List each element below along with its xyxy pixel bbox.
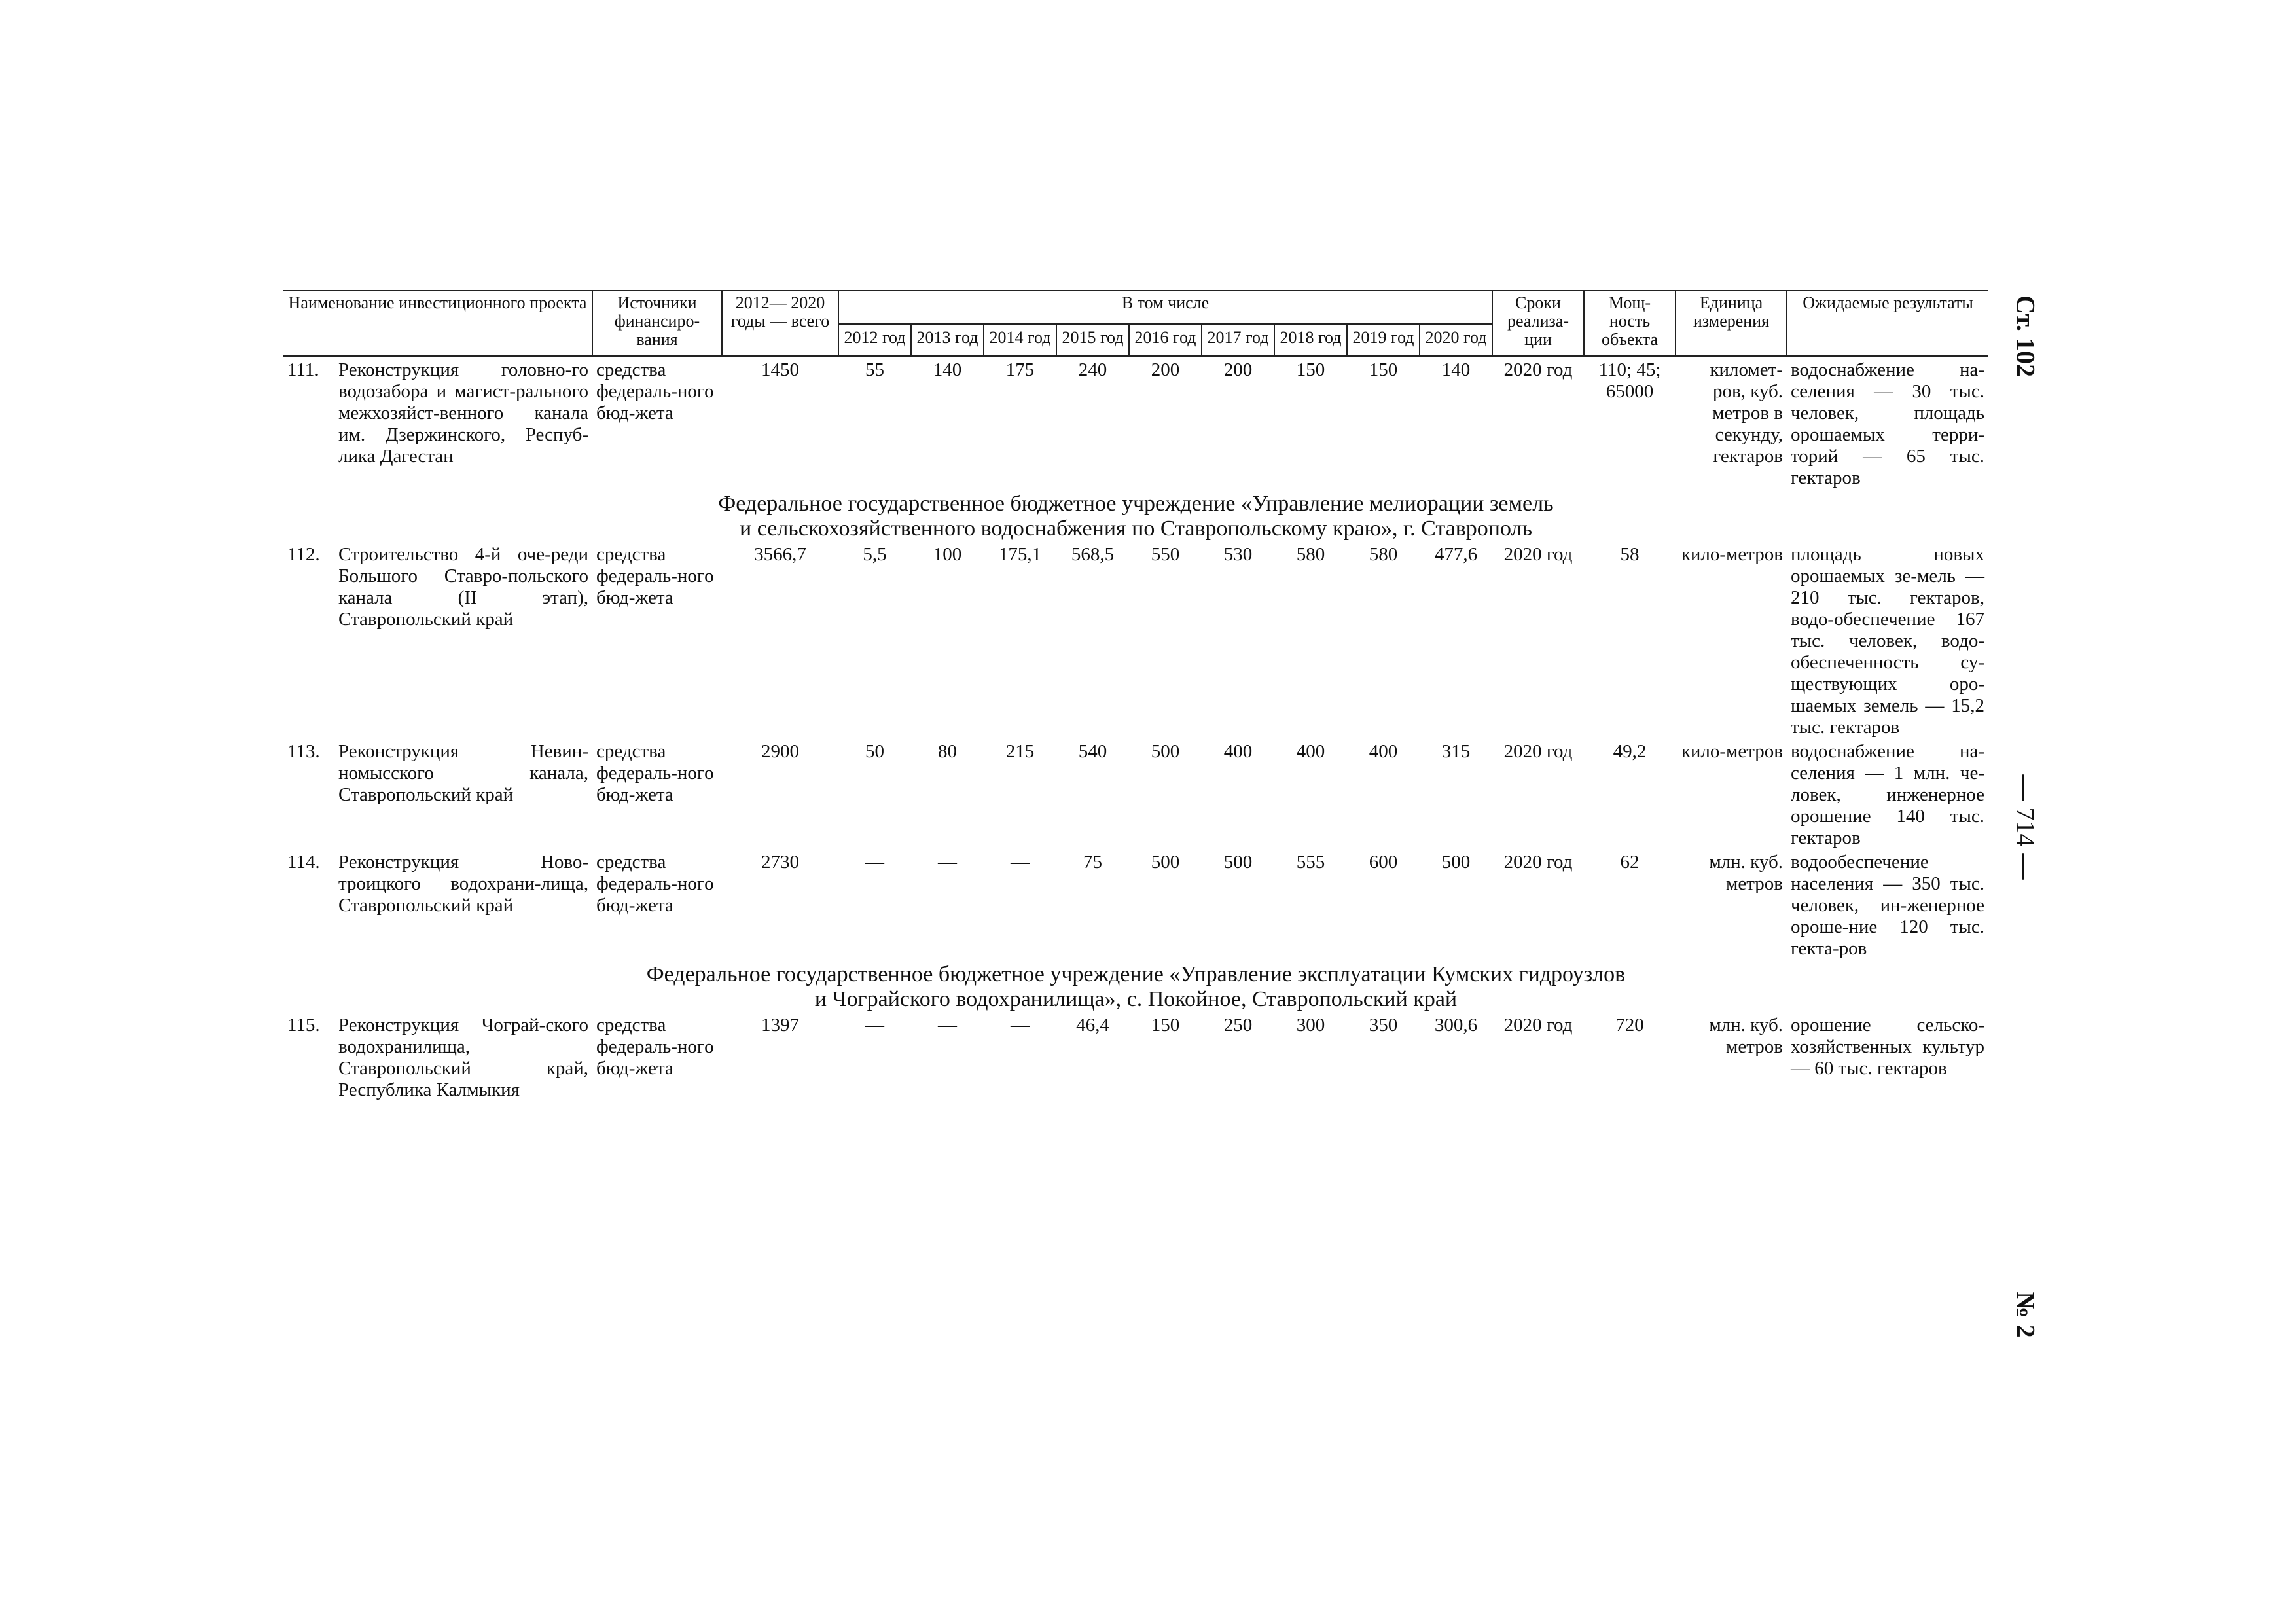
total-amount: 1450 (761, 359, 799, 380)
table-header (283, 291, 1988, 356)
section-title-line: Федеральное государственное бюджетное учреждение «Управление эксплуатации Кумских гидроузлов (646, 962, 1626, 986)
year-amount: 175,1 (998, 544, 1042, 565)
header-deadline: Сроки реализа-ции (1492, 291, 1584, 356)
year-amount: 140 (1441, 359, 1471, 380)
section-title-line: и Чограйского водохранилища», с. Покойное, Ставропольский край (814, 987, 1458, 1011)
year-amount: 5,5 (863, 544, 887, 565)
total-amount: 1397 (761, 1015, 799, 1036)
year-amount: 150 (1296, 359, 1325, 380)
header-sources: Источники финансиро-вания (592, 291, 722, 356)
funding-source: средства федераль-ного бюд-жета (596, 741, 714, 805)
expected-result: водоснабжение на-селения — 30 тыс. человек, площадь орошаемых терри-торий — 65 тыс. гектаров (1791, 359, 1984, 488)
unit: километ-ров, куб. метров в секунду, гектаров (1710, 359, 1783, 467)
year-amount: 240 (1078, 359, 1107, 380)
row-number: 111. (287, 359, 319, 380)
year-amount: 50 (865, 741, 884, 762)
year-amount: 150 (1151, 1015, 1180, 1036)
year-amount: 400 (1369, 741, 1398, 762)
expected-result: водообеспечение населения — 350 тыс. человек, ин-женерное ороше-ние 120 тыс. гекта-ров (1791, 852, 1984, 959)
expected-result: площадь новых орошаемых зе-мель — 210 тыс. гектаров, водо-обеспечение 167 тыс. человек, водо-обеспеченность су-ществующих оро-шаемых земель — 15,2 тыс. гектаров (1791, 544, 1984, 738)
project-name: Реконструкция Ново-троицкого водохрани-лища, Ставропольский край (338, 852, 588, 916)
row-number: 114. (287, 852, 320, 873)
year-amount: 550 (1151, 544, 1180, 565)
year-amount: 150 (1369, 359, 1398, 380)
year-amount: 175 (1005, 359, 1035, 380)
header-name: Наименование инвестиционного проекта (283, 291, 592, 356)
unit: млн. куб. метров (1709, 1015, 1783, 1057)
funding-source: средства федераль-ного бюд-жета (596, 852, 714, 916)
project-name: Реконструкция Невин-номысского канала, Ставропольский край (338, 741, 588, 805)
header-results: Ожидаемые результаты (1787, 291, 1988, 356)
year-amount: — (865, 1015, 884, 1036)
year-amount: 46,4 (1076, 1015, 1109, 1036)
page-number: — 714 — (2011, 774, 2041, 880)
year-amount: 75 (1083, 852, 1102, 873)
row-number: 115. (287, 1015, 320, 1036)
row-number: 112. (287, 544, 320, 565)
section-title-line: и сельскохозяйственного водоснабжения по Ставропольскому краю», г. Ставрополь (740, 516, 1532, 541)
header-year: 2013 год (911, 324, 984, 356)
table-row (283, 1012, 1988, 1101)
project-name-cell (283, 356, 592, 489)
deadline: 2020 год (1503, 852, 1573, 873)
year-amount: 568,5 (1071, 544, 1115, 565)
year-amount: 555 (1296, 852, 1325, 873)
project-name: Реконструкция Чограй-ского водохранилища, Ставропольский край, Республика Калмыкия (338, 1015, 588, 1100)
table-row (283, 541, 1988, 738)
project-name-cell (283, 738, 592, 849)
expected-result: орошение сельско-хозяйственных культур — 60 тыс. гектаров (1791, 1015, 1984, 1079)
year-amount: 530 (1223, 544, 1253, 565)
issue-number: № 2 (2011, 1291, 2041, 1338)
year-amount: 215 (1005, 741, 1035, 762)
year-amount: — (1011, 852, 1030, 873)
year-amount: 250 (1223, 1015, 1253, 1036)
project-name-cell (283, 541, 592, 738)
year-amount: 350 (1369, 1015, 1398, 1036)
header-year: 2020 год (1420, 324, 1492, 356)
year-amount: 140 (933, 359, 962, 380)
year-amount: 55 (865, 359, 884, 380)
year-amount: 540 (1078, 741, 1107, 762)
year-amount: — (938, 1015, 957, 1036)
capacity: 720 (1615, 1015, 1644, 1036)
capacity: 58 (1620, 544, 1640, 565)
table-row (283, 356, 1988, 489)
total-amount: 2900 (761, 741, 799, 762)
header-year: 2018 год (1274, 324, 1347, 356)
header-unit: Единица измерения (1676, 291, 1787, 356)
year-amount: — (938, 852, 957, 873)
header-capacity: Мощ-ность объекта (1584, 291, 1676, 356)
total-amount: 3566,7 (754, 544, 806, 565)
deadline: 2020 год (1503, 544, 1573, 565)
year-amount: 300,6 (1434, 1015, 1478, 1036)
table-row (283, 849, 1988, 960)
year-amount: 100 (933, 544, 962, 565)
total-amount: 2730 (761, 852, 799, 873)
year-amount: 500 (1223, 852, 1253, 873)
year-amount: 580 (1296, 544, 1325, 565)
header-year: 2015 год (1056, 324, 1129, 356)
unit: кило-метров (1681, 544, 1783, 565)
unit: кило-метров (1681, 741, 1783, 762)
header-total: 2012— 2020 годы — всего (722, 291, 838, 356)
year-amount: 80 (938, 741, 957, 762)
expected-result: водоснабжение на-селения — 1 млн. че-ловек, инженерное орошение 140 тыс. гектаров (1791, 741, 1984, 848)
deadline: 2020 год (1503, 1015, 1573, 1036)
year-amount: — (865, 852, 884, 873)
table-row (283, 738, 1988, 849)
unit: млн. куб. метров (1709, 852, 1783, 894)
year-amount: 600 (1369, 852, 1398, 873)
project-name-cell (283, 1012, 592, 1101)
year-amount: — (1011, 1015, 1030, 1036)
year-amount: 300 (1296, 1015, 1325, 1036)
header-year: 2017 год (1202, 324, 1274, 356)
capacity: 62 (1620, 852, 1640, 873)
header-year: 2012 год (838, 324, 911, 356)
year-amount: 200 (1223, 359, 1253, 380)
year-amount: 400 (1296, 741, 1325, 762)
deadline: 2020 год (1503, 359, 1573, 380)
year-amount: 500 (1151, 741, 1180, 762)
funding-source: средства федераль-ного бюд-жета (596, 359, 714, 424)
header-year: 2014 год (984, 324, 1056, 356)
year-amount: 477,6 (1434, 544, 1478, 565)
capacity: 110; 45; 65000 (1598, 359, 1661, 402)
project-name: Реконструкция головно-го водозабора и магист-рального межхозяйст-венного канала им. Дзержинского, Респуб-лика Дагестан (338, 359, 588, 467)
year-amount: 500 (1151, 852, 1180, 873)
year-amount: 580 (1369, 544, 1398, 565)
year-amount: 500 (1441, 852, 1471, 873)
header-year: 2019 год (1347, 324, 1420, 356)
investment-table-page (283, 290, 1988, 1101)
header-year: 2016 год (1129, 324, 1202, 356)
funding-source: средства федераль-ного бюд-жета (596, 1015, 714, 1079)
header-including: В том числе (838, 291, 1492, 324)
capacity: 49,2 (1613, 741, 1647, 762)
year-amount: 200 (1151, 359, 1180, 380)
funding-source: средства федераль-ного бюд-жета (596, 544, 714, 608)
year-amount: 315 (1441, 741, 1471, 762)
project-name-cell (283, 849, 592, 960)
investment-projects-table (283, 290, 1988, 1101)
sheet-label: Ст. 102 (2011, 295, 2041, 377)
deadline: 2020 год (1503, 741, 1573, 762)
section-heading (283, 960, 1988, 1012)
row-number: 113. (287, 741, 320, 762)
section-title-line: Федеральное государственное бюджетное учреждение «Управление мелиорации земель (718, 492, 1554, 516)
project-name: Строительство 4-й оче-реди Большого Ставро-польского канала (II этап), Ставропольский край (338, 544, 588, 630)
section-heading (283, 489, 1988, 541)
year-amount: 400 (1223, 741, 1253, 762)
